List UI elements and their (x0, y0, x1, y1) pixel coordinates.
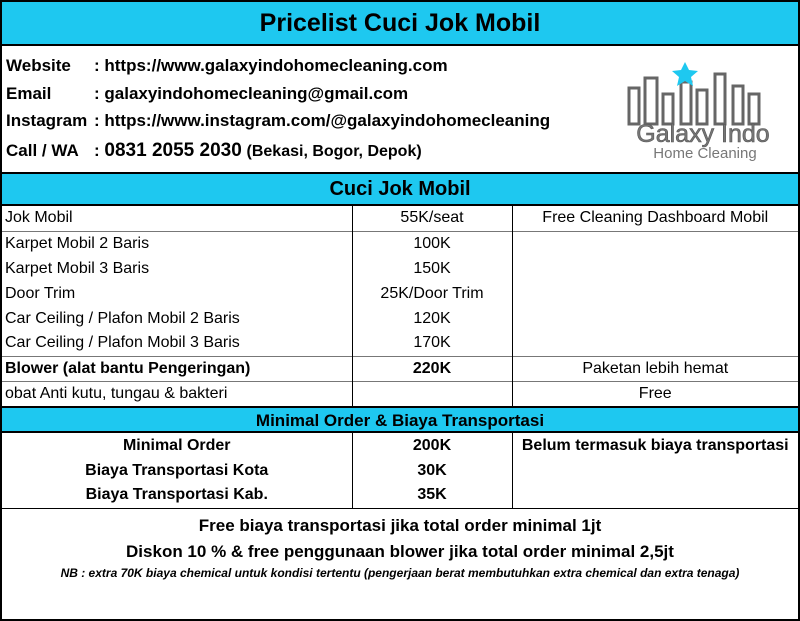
instagram-value[interactable]: : https://www.instagram.com/@galaxyindohomecleaning (94, 111, 551, 130)
table-row (2, 433, 798, 458)
note-extra-chemical: NB : extra 70K biaya chemical untuk kondisi tertentu (pengerjaan berat membutuhkan extra chemical dan extra tenaga) (60, 565, 740, 580)
service-price: 55K/seat (352, 206, 512, 231)
table-row (2, 331, 798, 356)
service-price: 170K (352, 331, 512, 356)
section-title-cuci-jok: Cuci Jok Mobil (2, 174, 798, 206)
service-price (352, 381, 512, 406)
service-note: Free Cleaning Dashboard Mobil (542, 209, 769, 227)
logo-brand-text: Galaxy Indo (636, 120, 770, 148)
email-label: Email (6, 84, 52, 103)
service-price-table (2, 206, 798, 406)
note-discount: Diskon 10 % & free penggunaan blower jika total order minimal 2,5jt (126, 541, 674, 561)
service-name: Car Ceiling / Plafon Mobil 2 Baris (2, 306, 352, 331)
table-row (2, 381, 798, 406)
section-title-minimal-order: Minimal Order & Biaya Transportasi (2, 406, 798, 433)
service-name: obat Anti kutu, tungau & bakteri (2, 381, 352, 406)
service-name: Blower (alat bantu Pengeringan) (2, 356, 352, 381)
service-price: 25K/Door Trim (352, 281, 512, 306)
order-note: Belum termasuk biaya transportasi (521, 436, 789, 454)
order-price: 200K (352, 433, 512, 458)
service-name: Door Trim (2, 281, 352, 306)
instagram-row (6, 111, 550, 131)
table-row (2, 306, 798, 331)
website-value[interactable]: : https://www.galaxyindohomecleaning.com (94, 56, 448, 75)
website-row (6, 56, 448, 76)
table-row (2, 206, 798, 231)
page-title: Pricelist Cuci Jok Mobil (2, 2, 798, 46)
logo-tagline-text: Home Cleaning (653, 145, 757, 162)
website-label: Website (6, 56, 71, 75)
phone-number[interactable]: 0831 2055 2030 (104, 140, 242, 161)
service-note (512, 331, 798, 356)
phone-label: Call / WA (6, 141, 79, 160)
table-row (2, 256, 798, 281)
order-label: Minimal Order (2, 433, 352, 458)
email-row (6, 84, 408, 104)
order-price: 30K (352, 458, 512, 483)
note-free-transport: Free biaya transportasi jika total order minimal 1jt (198, 515, 602, 535)
service-note (512, 231, 798, 256)
service-name: Karpet Mobil 2 Baris (2, 231, 352, 256)
service-note: Paketan lebih hemat (582, 359, 729, 377)
phone-area: (Bekasi, Bogor, Depok) (246, 143, 422, 160)
table-row (2, 356, 798, 381)
service-note (512, 281, 798, 306)
galaxy-indo-logo (615, 58, 791, 166)
service-price: 100K (352, 231, 512, 256)
table-row (2, 483, 798, 508)
service-name: Car Ceiling / Plafon Mobil 3 Baris (2, 331, 352, 356)
service-price: 150K (352, 256, 512, 281)
service-note (512, 256, 798, 281)
order-label: Biaya Transportasi Kab. (2, 483, 352, 508)
table-row (2, 231, 798, 256)
order-note (512, 483, 798, 508)
order-label: Biaya Transportasi Kota (2, 458, 352, 483)
order-note (512, 458, 798, 483)
instagram-label: Instagram (6, 111, 88, 130)
service-price: 120K (352, 306, 512, 331)
service-price: 220K (352, 356, 512, 381)
table-row (2, 281, 798, 306)
service-name: Karpet Mobil 3 Baris (2, 256, 352, 281)
service-name: Jok Mobil (2, 206, 352, 231)
service-note: Free (638, 384, 672, 402)
transport-table (2, 433, 798, 509)
order-price: 35K (352, 483, 512, 508)
building-skyline-icon (629, 74, 759, 124)
email-value[interactable]: : galaxyindohomecleaning@gmail.com (94, 84, 409, 103)
notes-block (2, 513, 798, 582)
phone-colon: : (94, 141, 100, 160)
service-note (512, 306, 798, 331)
table-row (2, 458, 798, 483)
phone-row (6, 140, 422, 162)
